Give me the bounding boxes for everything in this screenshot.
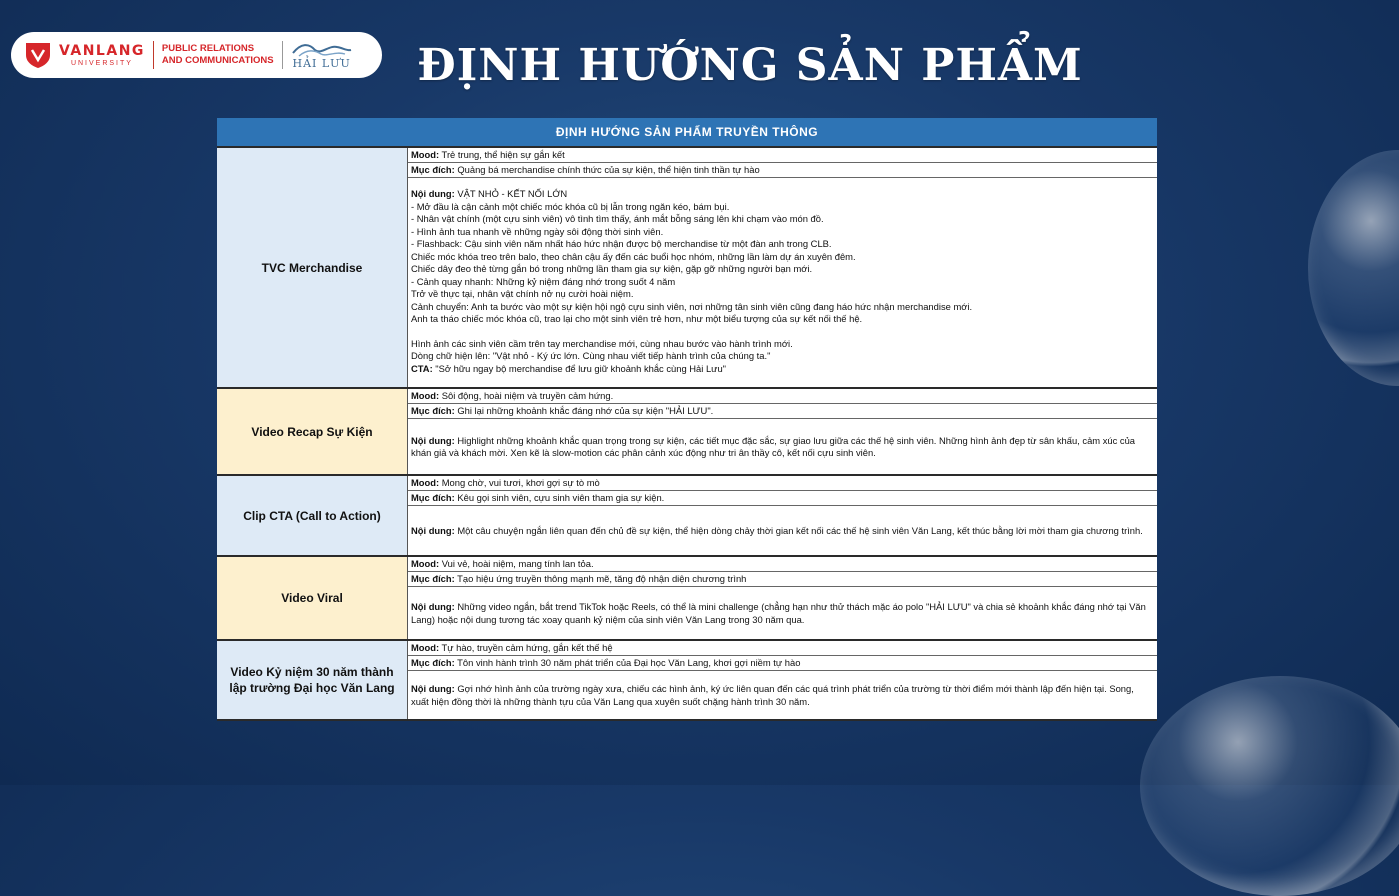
purpose-key: Mục đích: xyxy=(411,492,455,503)
table-row-video-recap xyxy=(217,387,1157,474)
purpose-key: Mục đích: xyxy=(411,657,455,668)
row-content xyxy=(408,389,1157,474)
content-block xyxy=(408,506,1157,555)
content-block xyxy=(408,178,1157,387)
content-key: Nội dung: xyxy=(411,683,455,694)
content-block xyxy=(408,587,1157,639)
purpose-key: Mục đích: xyxy=(411,573,455,584)
cta-line xyxy=(411,363,1154,376)
content-block xyxy=(408,419,1157,474)
content-line: Dòng chữ hiện lên: "Vật nhỏ - Ký ức lớn. Cùng nhau viết tiếp hành trình của chúng ta." xyxy=(411,350,771,361)
content-value: Gợi nhớ hình ảnh của trường ngày xưa, chiếu các hình ảnh, ký ức liên quan đến các quá trình phát triển của trường từ thời điểm mới thành lập đến hiện tại. Song, xuất hiện đồng thời là những thành tựu của Văn Lang qua xuyên suốt chặng hành trình 30 năm. xyxy=(411,683,1134,707)
table-row-tvc-merchandise xyxy=(217,146,1157,387)
content-line: - Hình ảnh tua nhanh về những ngày sôi động thời sinh viên. xyxy=(411,225,664,237)
content-line: Hình ảnh các sinh viên cầm trên tay merchandise mới, cùng nhau bước vào hành trình mới. xyxy=(411,337,793,349)
purpose-value: Ghi lại những khoảnh khắc đáng nhớ của sự kiện "HẢI LƯU". xyxy=(454,405,714,416)
purpose-value: Tạo hiệu ứng truyền thông mạnh mẽ, tăng độ nhận diện chương trình xyxy=(454,573,747,584)
department-name xyxy=(162,43,274,67)
university-name: VANLANG xyxy=(59,42,145,59)
content-key: Nội dung: xyxy=(411,188,455,199)
table-header: ĐỊNH HƯỚNG SẢN PHẨM TRUYỀN THÔNG xyxy=(217,118,1157,146)
content-line: Chiếc dây đeo thẻ từng gắn bó trong những lần tham gia sự kiện, gặp gỡ những người bạn mới. xyxy=(411,263,813,274)
mood-key: Mood: xyxy=(411,477,440,488)
table-row-clip-cta xyxy=(217,474,1157,555)
content-block xyxy=(408,671,1157,719)
mood-value: Tự hào, truyền cảm hứng, gắn kết thế hệ xyxy=(439,642,613,653)
content-value: Một câu chuyện ngắn liên quan đến chủ đề sự kiện, thể hiện dòng chảy thời gian kết nối các thế hệ sinh viên Văn Lang, kết thúc bằng lời mời tham gia chương trình. xyxy=(454,524,1143,536)
product-orientation-table xyxy=(217,118,1157,721)
hai-luu-logo xyxy=(291,41,353,70)
mood-value: Trẻ trung, thể hiện sự gắn kết xyxy=(439,149,565,160)
content-line: - Flashback: Cậu sinh viên năm nhất háo hức nhận được bộ merchandise từ một đàn anh trong CLB. xyxy=(411,238,832,249)
row-label: TVC Merchandise xyxy=(217,148,408,387)
purpose-value: Kêu gọi sinh viên, cựu sinh viên tham gia sự kiện. xyxy=(454,492,665,503)
mood-key: Mood: xyxy=(411,558,440,569)
purpose-key: Mục đích: xyxy=(411,405,455,416)
cta-value: "Sở hữu ngay bộ merchandise để lưu giữ khoảnh khắc cùng Hải Lưu" xyxy=(432,362,726,374)
department-line-1: PUBLIC RELATIONS xyxy=(161,43,255,54)
logo-divider xyxy=(153,41,154,69)
hai-luu-text: HẢI LƯU xyxy=(292,56,351,70)
content-line: - Nhân vật chính (một cựu sinh viên) vô tình tìm thấy, ánh mắt bỗng sáng lên khi chạm vào món đồ. xyxy=(411,213,824,224)
purpose-line xyxy=(408,656,1157,671)
purpose-value: Quảng bá merchandise chính thức của sự kiện, thể hiện tinh thần tự hào xyxy=(454,164,760,175)
mood-line xyxy=(408,389,1157,404)
university-wordmark xyxy=(59,44,145,67)
department-line-2: AND COMMUNICATIONS xyxy=(161,55,274,66)
bubble-decoration-bottom-right xyxy=(1140,676,1399,896)
mood-line xyxy=(408,557,1157,572)
content-title-line xyxy=(411,188,1154,201)
logo-divider-2 xyxy=(282,41,283,69)
content-line: - Mở đầu là cận cảnh một chiếc móc khóa cũ bị lẫn trong ngăn kéo, bám bụi. xyxy=(411,200,730,212)
mood-key: Mood: xyxy=(411,390,440,401)
content-line: - Cảnh quay nhanh: Những kỷ niệm đáng nhớ trong suốt 4 năm xyxy=(411,275,676,287)
bubble-decoration-right xyxy=(1308,150,1399,386)
row-content xyxy=(408,476,1157,555)
mood-line xyxy=(408,476,1157,491)
table-row-video-viral xyxy=(217,555,1157,639)
mood-value: Sôi động, hoài niệm và truyền cảm hứng. xyxy=(439,390,614,401)
content-line: Trở về thực tại, nhân vật chính nở nụ cười hoài niệm. xyxy=(411,288,634,299)
page-title: ĐỊNH HƯỚNG SẢN PHẨM xyxy=(417,40,1083,91)
row-content xyxy=(408,148,1157,387)
row-label: Video Kỷ niệm 30 năm thành lập trường Đại học Văn Lang xyxy=(217,641,408,719)
mood-value: Mong chờ, vui tươi, khơi gợi sự tò mò xyxy=(439,477,600,488)
row-content xyxy=(408,557,1157,639)
content-line: Chiếc móc khóa treo trên balo, theo chân cậu ấy đến các buổi học nhóm, những lần làm dự án xuyên đêm. xyxy=(411,250,856,262)
table-row-video-30-years xyxy=(217,639,1157,721)
content-line: Cảnh chuyển: Anh ta bước vào một sự kiện hội ngộ cựu sinh viên, nơi những tân sinh viên cũng đang háo hức nhận merchandise mới. xyxy=(411,300,973,312)
content-value: Những video ngắn, bắt trend TikTok hoặc Reels, có thể là mini challenge (chẳng hạn như thử thách mặc áo polo "HẢI LƯU" và chia sẻ khoảnh khắc đáng nhớ tại Văn Lang) hoặc nội dung tương tác xoay quanh kỷ niệm của sinh viên Văn Lang trong 30 năm qua. xyxy=(411,601,1146,625)
cta-key: CTA: xyxy=(411,362,433,374)
purpose-line xyxy=(408,163,1157,178)
university-sub: UNIVERSITY xyxy=(70,59,133,67)
mood-value: Vui vẻ, hoài niệm, mang tính lan tỏa. xyxy=(439,558,594,569)
mood-key: Mood: xyxy=(411,149,440,160)
content-key: Nội dung: xyxy=(411,601,455,612)
mood-key: Mood: xyxy=(411,642,440,653)
mood-line xyxy=(408,641,1157,656)
row-content xyxy=(408,641,1157,719)
spacer xyxy=(411,326,1154,338)
wave-icon xyxy=(291,41,353,57)
brand-logo-bar xyxy=(11,32,382,78)
purpose-line xyxy=(408,404,1157,419)
content-key: Nội dung: xyxy=(411,434,455,446)
content-line: Anh ta tháo chiếc móc khóa cũ, trao lại cho một sinh viên trẻ hơn, như một biểu tượng của sự kết nối thế hệ. xyxy=(411,313,863,324)
purpose-value: Tôn vinh hành trình 30 năm phát triển của Đại học Văn Lang, khơi gợi niềm tự hào xyxy=(454,657,801,668)
row-label: Clip CTA (Call to Action) xyxy=(217,476,408,555)
content-title: VẬT NHỎ - KẾT NỐI LỚN xyxy=(454,188,568,199)
content-value: Highlight những khoảnh khắc quan trọng trong sự kiện, các tiết mục đặc sắc, sự giao lưu giữa các thế hệ sinh viên. Những hình ảnh đẹp từ sân khấu, cảm xúc của khán giả và khách mời. Xen kẽ là slow-motion các phân cảnh xúc động như tri ân thầy cô, kết nối cựu sinh viên. xyxy=(411,434,1136,458)
row-label: Video Viral xyxy=(217,557,408,639)
purpose-line xyxy=(408,572,1157,587)
mood-line xyxy=(408,148,1157,163)
purpose-line xyxy=(408,491,1157,506)
content-key: Nội dung: xyxy=(411,524,455,536)
purpose-key: Mục đích: xyxy=(411,164,455,175)
row-label: Video Recap Sự Kiện xyxy=(217,389,408,474)
vanlang-shield-icon xyxy=(25,41,51,69)
